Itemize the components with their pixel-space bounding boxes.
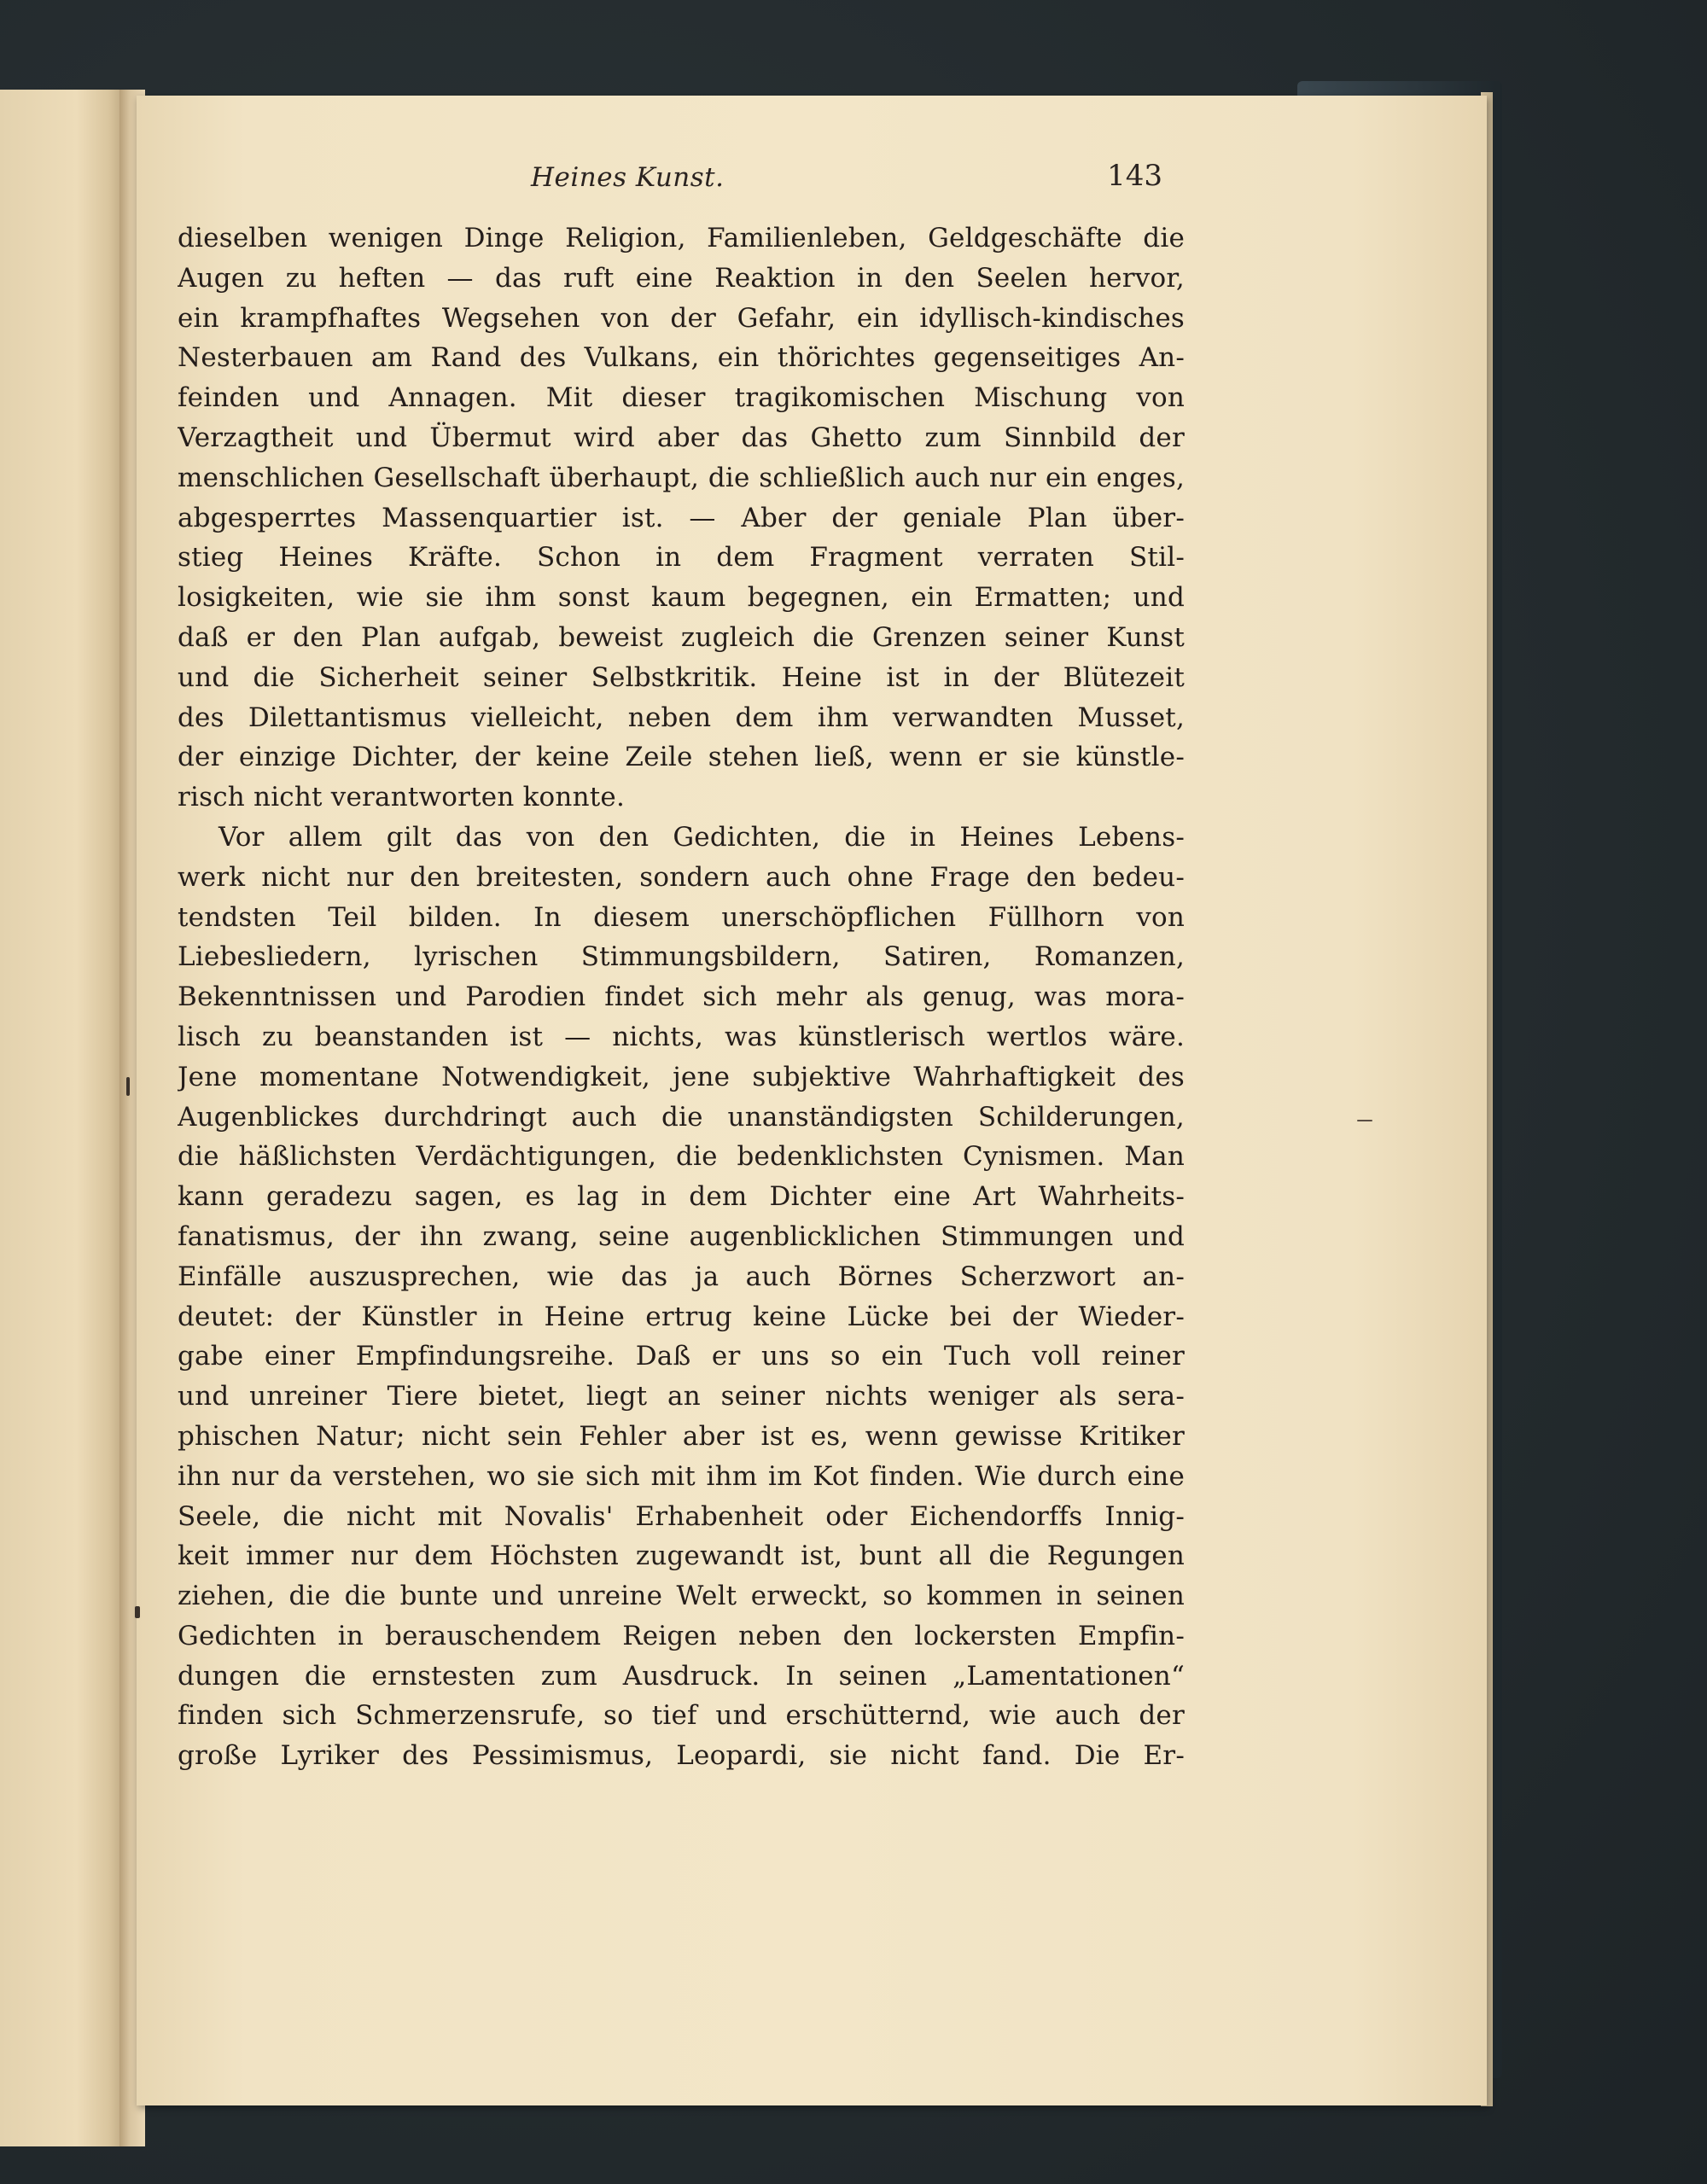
- text-line: gabe einer Empfindungsreihe. Daß er uns so ein Tuch voll reiner: [178, 1341, 1185, 1372]
- facing-page-edge: [0, 90, 128, 2146]
- text-line: daß er den Plan aufgab, beweist zugleich die Grenzen seiner Kunst: [178, 621, 1185, 653]
- text-line: des Dilettantismus vielleicht, neben dem ihm verwandten Musset,: [178, 702, 1185, 733]
- text-line: ihn nur da verstehen, wo sie sich mit ihm im Kot finden. Wie durch eine: [178, 1460, 1185, 1492]
- running-title: Heines Kunst.: [531, 162, 725, 193]
- text-line: werk nicht nur den breitesten, sondern auch ohne Frage den bedeu-: [178, 861, 1185, 893]
- text-line: Nesterbauen am Rand des Vulkans, ein thörichtes gegenseitiges An-: [178, 342, 1185, 374]
- text-line: die häßlichsten Verdächtigungen, die bedenklichsten Cynismen. Man: [178, 1141, 1185, 1173]
- text-line: Bekenntnissen und Parodien findet sich mehr als genug, was mora-: [178, 981, 1185, 1013]
- text-line: feinden und Annagen. Mit dieser tragikomischen Mischung von: [178, 382, 1185, 414]
- text-line: Seele, die nicht mit Novalis' Erhabenheit oder Eichendorffs Innig-: [178, 1500, 1185, 1532]
- text-line: und die Sicherheit seiner Selbstkritik. Heine ist in der Blütezeit: [178, 661, 1185, 693]
- text-line: menschlichen Gesellschaft überhaupt, die schließlich auch nur ein enges,: [178, 462, 1185, 493]
- text-line: losigkeiten, wie sie ihm sonst kaum begegnen, ein Ermatten; und: [178, 582, 1185, 614]
- text-line: deutet: der Künstler in Heine ertrug keine Lücke bei der Wieder-: [178, 1301, 1185, 1332]
- text-line: tendsten Teil bilden. In diesem unerschöpflichen Füllhorn von: [178, 901, 1185, 933]
- text-line: keit immer nur dem Höchsten zugewandt ist, bunt all die Regungen: [178, 1540, 1185, 1572]
- text-line: Gedichten in berauschendem Reigen neben den lockersten Empfin-: [178, 1620, 1185, 1651]
- text-line: abgesperrtes Massenquartier ist. — Aber der geniale Plan über-: [178, 502, 1185, 533]
- body-text: [178, 218, 1185, 1776]
- text-line: große Lyriker des Pessimismus, Leopardi, sie nicht fand. Die Er-: [178, 1740, 1185, 1772]
- text-line: lisch zu beanstanden ist — nichts, was künstlerisch wertlos wäre.: [178, 1021, 1185, 1052]
- page-number: 143: [1107, 159, 1162, 193]
- text-line: dieselben wenigen Dinge Religion, Familienleben, Geldgeschäfte die: [178, 223, 1185, 253]
- paragraph-start-line: Vor allem gilt das von den Gedichten, die in Heines Lebens-: [218, 821, 1185, 853]
- text-line: Augenblickes durchdringt auch die unanständigsten Schilderungen,: [178, 1101, 1185, 1133]
- text-line: fanatismus, der ihn zwang, seine augenblicklichen Stimmungen und: [178, 1220, 1185, 1252]
- running-head: [181, 159, 1162, 205]
- text-line: und unreiner Tiere bietet, liegt an seiner nichts weniger als sera-: [178, 1381, 1185, 1412]
- text-line: finden sich Schmerzensrufe, so tief und erschütternd, wie auch der: [178, 1700, 1185, 1732]
- text-line: Verzagtheit und Übermut wird aber das Ghetto zum Sinnbild der: [178, 422, 1185, 453]
- text-line: kann geradezu sagen, es lag in dem Dichter eine Art Wahrheits-: [178, 1181, 1185, 1213]
- text-line: stieg Heines Kräfte. Schon in dem Fragment verraten Stil-: [178, 542, 1185, 574]
- text-line: der einzige Dichter, der keine Zeile stehen ließ, wenn er sie künstle-: [178, 742, 1185, 773]
- margin-mark: [1357, 1120, 1372, 1121]
- paragraph-end-line: risch nicht verantworten konnte.: [178, 782, 625, 813]
- text-line: Augen zu heften — das ruft eine Reaktion in den Seelen hervor,: [178, 262, 1185, 294]
- text-line: Liebesliedern, lyrischen Stimmungsbildern, Satiren, Romanzen,: [178, 941, 1185, 973]
- margin-mark: [126, 1077, 130, 1096]
- text-line: dungen die ernstesten zum Ausdruck. In seinen „Lamentationen“: [178, 1660, 1185, 1692]
- text-line: ein krampfhaftes Wegsehen von der Gefahr, ein idyllisch-kindisches: [178, 302, 1185, 334]
- margin-mark: [135, 1606, 140, 1618]
- text-line: phischen Natur; nicht sein Fehler aber ist es, wenn gewisse Kritiker: [178, 1420, 1185, 1452]
- text-line: ziehen, die die bunte und unreine Welt erweckt, so kommen in seinen: [178, 1581, 1185, 1612]
- text-line: Einfälle auszusprechen, wie das ja auch Börnes Scherzwort an-: [178, 1261, 1185, 1292]
- text-line: Jene momentane Notwendigkeit, jene subjektive Wahrhaftigkeit des: [178, 1061, 1185, 1092]
